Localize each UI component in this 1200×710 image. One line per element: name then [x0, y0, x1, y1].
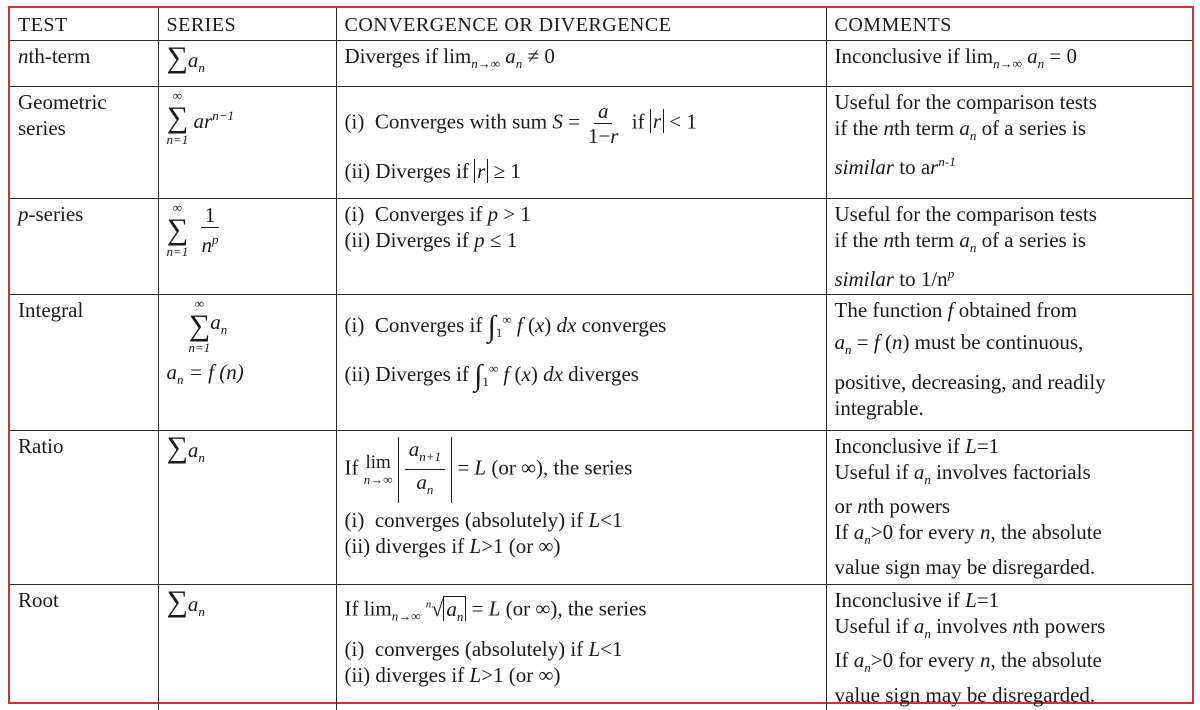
header-comments: COMMENTS [826, 8, 1192, 41]
comments-cell: Useful for the comparison tests if the nth term $a_n$ of a series is similar to $ar^{n-1}$ [826, 87, 1192, 199]
comments-cell: The function f obtained from $a_n = f$ (n) must be continuous, positive, decreasing, and readily integrable. [826, 295, 1192, 431]
header-convergence: CONVERGENCE OR DIVERGENCE [336, 8, 826, 41]
comments-cell: Inconclusive if $\lim_{n\to\infty} a_n = 0$ [826, 41, 1192, 87]
convergence-cell: (i) Converges if $\int_1^\infty$ f (x) dx converges (ii) Diverges if $\int_1^\infty$ f (x) dx diverges [336, 295, 826, 431]
test-name: Integral [10, 295, 158, 431]
test-name: p-series [10, 199, 158, 295]
table-row [10, 295, 1192, 431]
convergence-cell: If lim n→∞ $\frac{a_{n+1}}{a_n}$ = L (or ∞), the series (i) converges (absolutely) if L<1 (ii) diverges if L>1 (or ∞) [336, 431, 826, 585]
convergence-cell: If $\lim_{n\to\infty} ^n√$ $a_n = L$ (or ∞), the series (i) converges (absolutely) if L<1 (ii) diverges if L>1 (or ∞) [336, 585, 826, 710]
series-formula: $\sum a_n$ [158, 431, 336, 585]
table-row [10, 199, 1192, 295]
series-formula: ∞ ∑ n=1 $\frac{1}{n^p}$ [158, 199, 336, 295]
series-formula: $\sum a_n$ [158, 41, 336, 87]
series-tests-table-frame [8, 6, 1194, 707]
test-name: Geometric series [10, 87, 158, 199]
comments-cell: Useful for the comparison tests if the nth term $a_n$ of a series is similar to $1/n^p$ [826, 199, 1192, 295]
convergence-cell: (i) Converges with sum S = $\frac{a}{1-r}$ if r < 1 (ii) Diverges if r ≥ 1 [336, 87, 826, 199]
test-name: Root [10, 585, 158, 710]
header-test: TEST [10, 8, 158, 41]
convergence-cell: (i) Converges if p > 1 (ii) Diverges if p ≤ 1 [336, 199, 826, 295]
table-row [10, 585, 1192, 710]
test-name: nth-term [10, 41, 158, 87]
table-row [10, 41, 1192, 87]
series-tests-table [10, 8, 1192, 710]
test-name: Ratio [10, 431, 158, 585]
series-formula: ∞ ∑ n=1 $a_n$ $a_n = f$ (n) [158, 295, 336, 431]
comments-cell: Inconclusive if L=1 Useful if $a_n$ involves nth powers If $a_n>0$ for every n, the absolute value sign may be disregarded. [826, 585, 1192, 710]
header-series: SERIES [158, 8, 336, 41]
header-row [10, 8, 1192, 41]
series-formula: ∞ ∑ n=1 $ar^{n-1}$ [158, 87, 336, 199]
convergence-cell: Diverges if $\lim_{n\to\infty} a_n \ne 0$ [336, 41, 826, 87]
table-row [10, 431, 1192, 585]
table-row [10, 87, 1192, 199]
series-formula: $\sum a_n$ [158, 585, 336, 710]
comments-cell: Inconclusive if L=1 Useful if $a_n$ involves factorials or nth powers If $a_n>0$ for every n, the absolute value sign may be disregarded. [826, 431, 1192, 585]
